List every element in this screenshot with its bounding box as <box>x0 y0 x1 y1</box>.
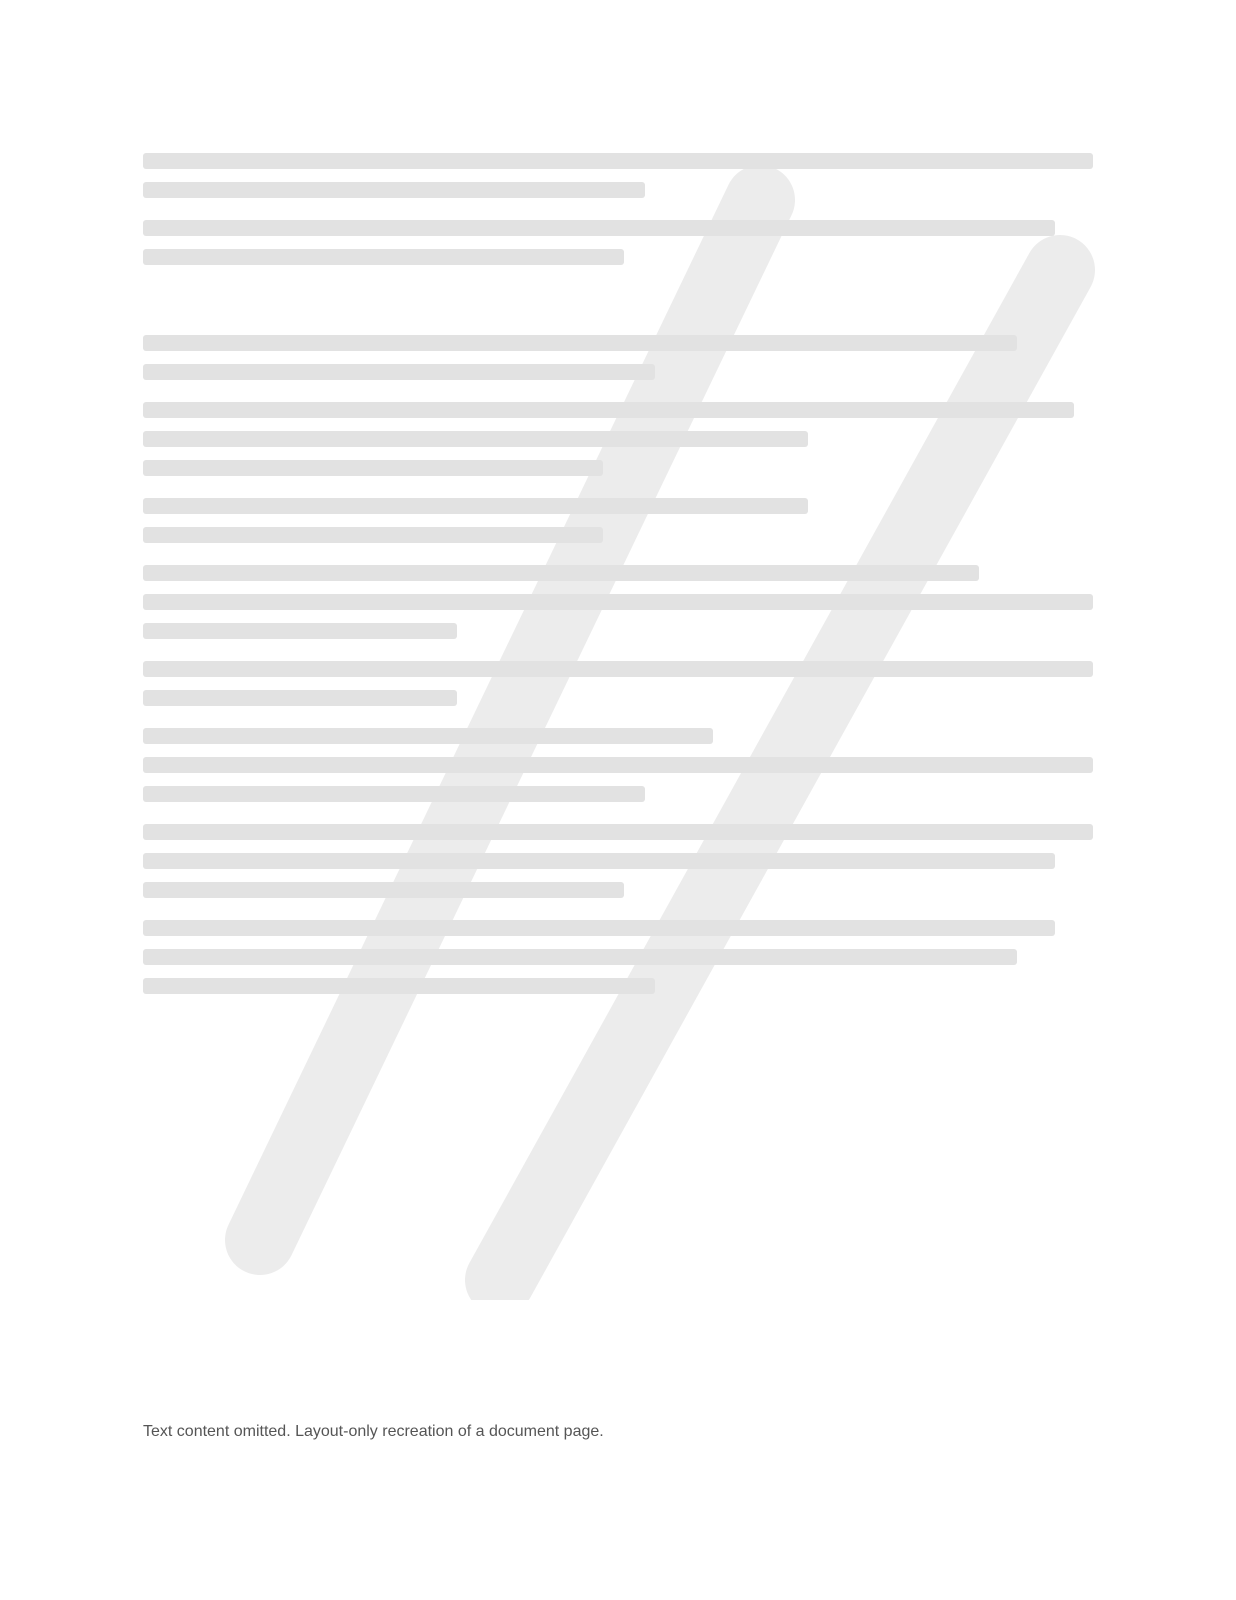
text-line-placeholder <box>143 661 1093 677</box>
paragraph <box>143 498 1093 543</box>
paragraph <box>143 728 1093 802</box>
paragraph <box>143 153 1093 198</box>
paragraph <box>143 920 1093 994</box>
paragraph <box>143 824 1093 898</box>
text-line-placeholder <box>143 153 1093 169</box>
text-line-placeholder <box>143 978 655 994</box>
text-line-placeholder <box>143 949 1017 965</box>
text-line-placeholder <box>143 220 1055 236</box>
text-line-placeholder <box>143 690 457 706</box>
text-line-placeholder <box>143 594 1093 610</box>
text-line-placeholder <box>143 182 645 198</box>
text-line-placeholder <box>143 364 655 380</box>
paragraph <box>143 335 1093 380</box>
text-line-placeholder <box>143 431 808 447</box>
text-line-placeholder <box>143 853 1055 869</box>
text-line-placeholder <box>143 623 457 639</box>
text-line-placeholder <box>143 249 624 265</box>
paragraph <box>143 220 1093 265</box>
text-line-placeholder <box>143 824 1093 840</box>
text-line-placeholder <box>143 565 979 581</box>
text-line-placeholder <box>143 786 645 802</box>
text-line-placeholder <box>143 335 1017 351</box>
text-line-placeholder <box>143 882 624 898</box>
document-body <box>143 140 1093 1016</box>
text-line-placeholder <box>143 920 1055 936</box>
redaction-notice: Text content omitted. Layout-only recreation of a document page. <box>143 1423 604 1440</box>
text-line-placeholder <box>143 498 808 514</box>
text-line-placeholder <box>143 460 603 476</box>
text-line-placeholder <box>143 402 1074 418</box>
text-line-placeholder <box>143 757 1093 773</box>
paragraph <box>143 661 1093 706</box>
paragraph <box>143 402 1093 476</box>
text-line-placeholder <box>143 728 713 744</box>
paragraph <box>143 565 1093 639</box>
text-line-placeholder <box>143 527 603 543</box>
